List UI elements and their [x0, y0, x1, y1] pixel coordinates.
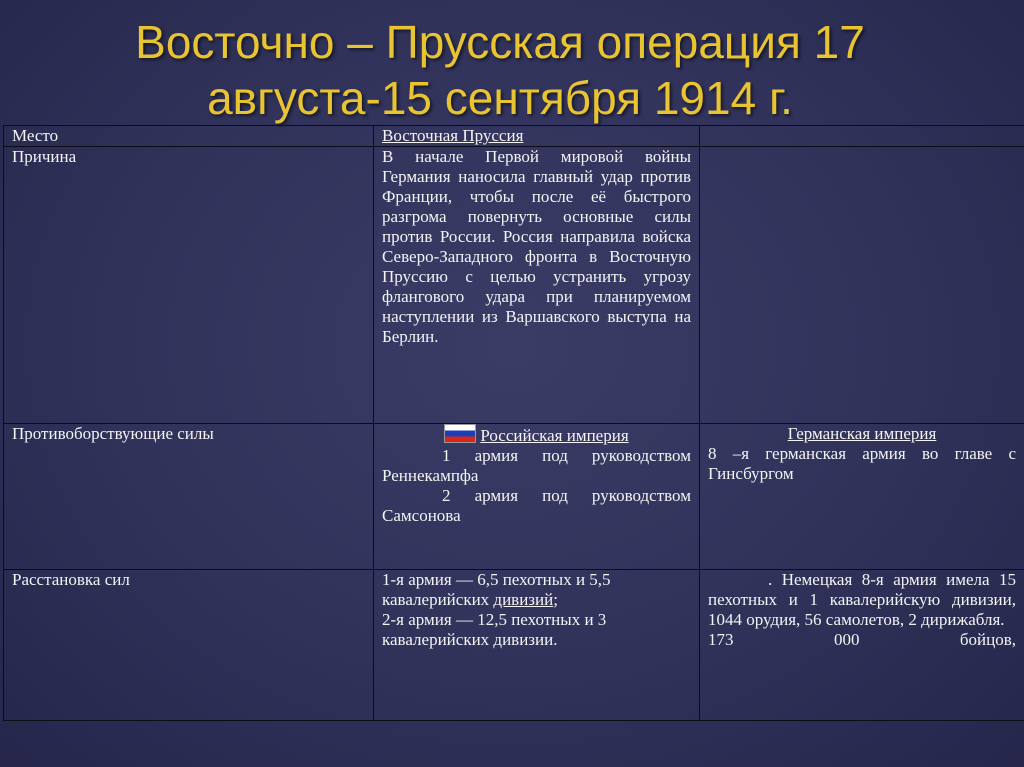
cell-label-disposition: Расстановка сил — [4, 570, 374, 721]
table-row-disposition — [4, 570, 1024, 721]
russia-disposition-prefix: 1-я армия — 6,5 пехотных и 5,5 кавалерийских — [382, 570, 611, 609]
slide-title-line-1: Восточно – Прусская операция 17 — [135, 16, 865, 68]
russia-header — [382, 424, 691, 446]
table-row-forces — [4, 424, 1024, 570]
cell-disposition-russia — [374, 570, 700, 721]
russia-army-2: 2 армия под руководством Самсонова — [382, 486, 691, 525]
russia-title-part: Российская империя — [480, 426, 629, 445]
cell-disposition-germany — [700, 570, 1024, 721]
germany-army: 8 –я германская армия во главе с Гинсбургом — [708, 444, 1016, 483]
cell-label-forces: Противоборствующие силы — [4, 424, 374, 570]
operation-table — [3, 125, 1024, 721]
russia-disposition-suffix: ; — [553, 590, 558, 609]
slide-title — [60, 14, 940, 126]
slide-title-line-2: августа-15 сентября 1914 г. — [207, 72, 793, 124]
cell-cause-text: В начале Первой мировой войны Германия наносила главный удар против Франции, чтобы после её быстрого разгрома повернуть основные силы против России. Россия направила войска Северо-Западного фронта в Восточную Пруссию с целью устранить угрозу флангового удара при планируемом наступлении из Варшавского выступа на Берлин. — [374, 147, 700, 424]
germany-title: Германская империя — [787, 424, 937, 443]
cell-label-place: Место — [4, 126, 374, 147]
russia-army-1: 1 армия под руководством Реннекампфа — [382, 446, 691, 485]
russia-disposition-line-1 — [382, 570, 691, 610]
cell-place-extra — [700, 126, 1024, 147]
table-row-place — [4, 126, 1024, 147]
cell-forces-russia — [374, 424, 700, 570]
table-row-cause — [4, 147, 1024, 424]
divisions-link[interactable]: дивизий — [493, 590, 554, 609]
cell-label-cause: Причина — [4, 147, 374, 424]
russia-disposition-line-2: 2-я армия — 12,5 пехотных и 3 кавалерийских дивизии. — [382, 610, 607, 649]
russian-flag-icon — [444, 424, 476, 443]
cell-place-value: Восточная Пруссия — [374, 126, 700, 147]
cell-forces-germany — [700, 424, 1024, 570]
germany-disposition-text: . Немецкая 8-я армия имела 15 пехотных и 1 кавалерийскую дивизии, 1044 орудия, 56 самолетов, 2 дирижабля. — [708, 570, 1016, 629]
germany-troops: 173 000 бойцов, — [708, 630, 1016, 649]
cell-cause-extra — [700, 147, 1024, 424]
